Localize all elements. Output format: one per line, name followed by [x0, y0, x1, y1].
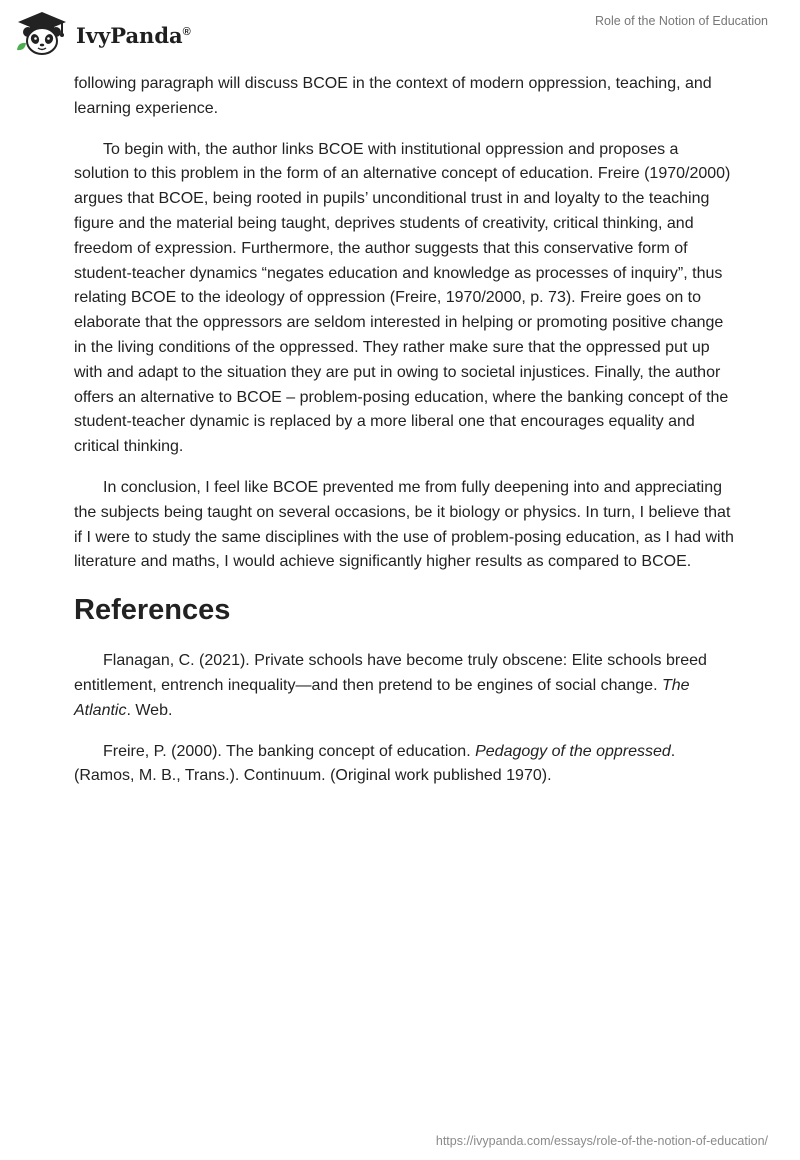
- page-url[interactable]: https://ivypanda.com/essays/role-of-the-notion-of-education/: [435, 1134, 768, 1148]
- ivypanda-logo[interactable]: [14, 10, 191, 56]
- references-heading: References: [74, 594, 231, 627]
- page-header: [0, 0, 800, 62]
- brand-name: IvyPanda®: [76, 22, 191, 48]
- paragraph-1: following paragraph will discuss BCOE in the context of modern oppression, teaching, and learning experience.: [74, 75, 712, 117]
- reference-item: Flanagan, C. (2021). Private schools have become truly obscene: Elite schools breed entitlement, entrench inequality—and then pretend to be engines of social change. The Atlantic. Web.: [74, 652, 707, 719]
- essay-content: [74, 72, 734, 805]
- paragraph-2: To begin with, the author links BCOE with institutional oppression and proposes a solution to this problem in the form of an alternative concept of education. Freire (1970/2000) argues that BCOE, being rooted in pupils’ unconditional trust in and loyalty to the teaching figure and the material being taught, deprives students of creativity, critical thinking, and freedom of expression. Furthermore, the author suggests that this conservative form of student-teacher dynamics “negates education and knowledge as processes of inquiry”, thus relating BCOE to the ideology of oppression (Freire, 1970/2000, p. 73). Freire goes on to elaborate that the oppressors are seldom interested in helping or promoting positive change in the living conditions of the oppressed. They rather make sure that the oppressed put up with and adapt to the situation they are put in owing to societal injustices. Finally, the author offers an alternative to BCOE – problem-posing education, where the banking concept of the student-teacher dynamic is replaced by a more liberal one that encourages equality and critical thinking.: [74, 140, 731, 456]
- reference-item: Freire, P. (2000). The banking concept of education. Pedagogy of the oppressed. (Ramos, M. B., Trans.). Continuum. (Original work published 1970).: [74, 742, 676, 785]
- paragraph-3: In conclusion, I feel like BCOE prevented me from fully deepening into and appreciating the subjects being taught on several occasions, be it biology or physics. In turn, I believe that if I were to study the same disciplines with the use of problem-posing education, as I had with literature and maths, I would achieve significantly higher results as compared to BCOE.: [74, 478, 734, 571]
- panda-graduate-icon: [14, 10, 70, 56]
- page-title: Role of the Notion of Education: [594, 14, 768, 28]
